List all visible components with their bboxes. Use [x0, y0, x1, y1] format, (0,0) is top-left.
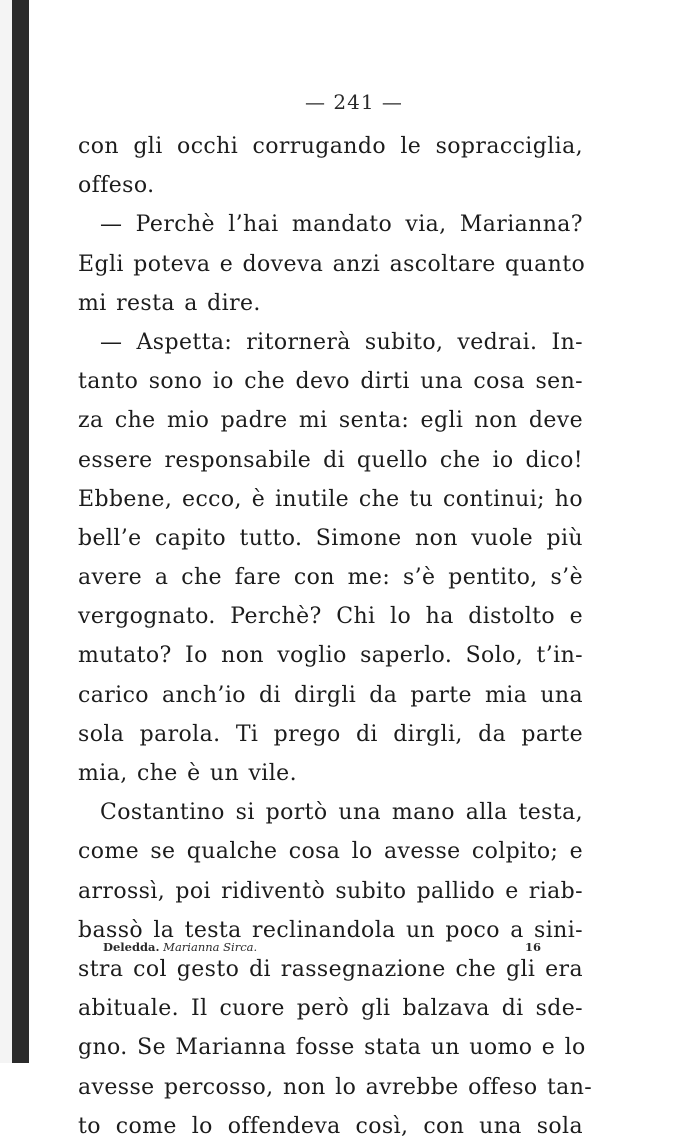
text-line: — Perchè l’hai mandato via, Marianna? — [100, 212, 583, 238]
text-line: bell’e capito tutto. Simone non vuole più — [78, 525, 583, 551]
page-footer — [103, 940, 541, 954]
text-line: con gli occhi corrugando le sopracciglia, — [78, 134, 583, 159]
text-line: vergognato. Perchè? Chi lo ha distolto e — [78, 604, 583, 630]
text-line: avesse percosso, non lo avrebbe offeso tan- — [78, 1074, 593, 1100]
binding-edge — [0, 0, 12, 1063]
footer-title: Marianna Sirca. — [163, 940, 258, 954]
text-line: arrossì, poi ridiventò subito pallido e riab- — [78, 878, 583, 904]
text-line: sola parola. Ti prego di dirgli, da parte — [78, 721, 583, 747]
text-line: avere a che fare con me: s’è pentito, s’è — [78, 565, 583, 591]
binding-shadow — [12, 0, 29, 1063]
text-line: mutato? Io non voglio saperlo. Solo, t’in- — [78, 643, 583, 669]
text-line: Ebbene, ecco, è inutile che tu continui; ho — [78, 486, 583, 512]
text-line: tanto sono io che devo dirti una cosa sen- — [78, 369, 583, 395]
text-line: to come lo offendeva così, con una sola — [78, 1113, 583, 1139]
text-line: bassò la testa reclinandola un poco a sini- — [78, 917, 583, 943]
signature-mark: 16 — [524, 940, 541, 954]
page-number: — 241 — — [305, 90, 403, 114]
text-line: abituale. Il cuore però gli balzava di sde- — [78, 996, 583, 1022]
text-line: Egli poteva e doveva anzi ascoltare quanto — [78, 251, 586, 277]
text-line: carico anch’io di dirgli da parte mia una — [78, 682, 583, 708]
text-line: mia, che è un vile. — [78, 761, 297, 786]
text-line: come se qualche cosa lo avesse colpito; e — [78, 839, 583, 865]
book-page — [29, 0, 679, 1139]
text-line: mi resta a dire. — [78, 290, 261, 316]
text-line: — Aspetta: ritornerà subito, vedrai. In- — [100, 329, 583, 355]
text-line: Costantino si portò una mano alla testa, — [100, 800, 583, 826]
footer-author: Deledda. — [103, 940, 160, 954]
text-line: za che mio padre mi senta: egli non deve — [78, 408, 583, 434]
text-line: offeso. — [78, 173, 155, 199]
text-line: stra col gesto di rassegnazione che gli era — [78, 956, 583, 982]
text-line: essere responsabile di quello che io dico! — [78, 447, 583, 473]
body-text — [78, 127, 593, 1146]
text-line: gno. Se Marianna fosse stata un uomo e lo — [78, 1035, 586, 1061]
